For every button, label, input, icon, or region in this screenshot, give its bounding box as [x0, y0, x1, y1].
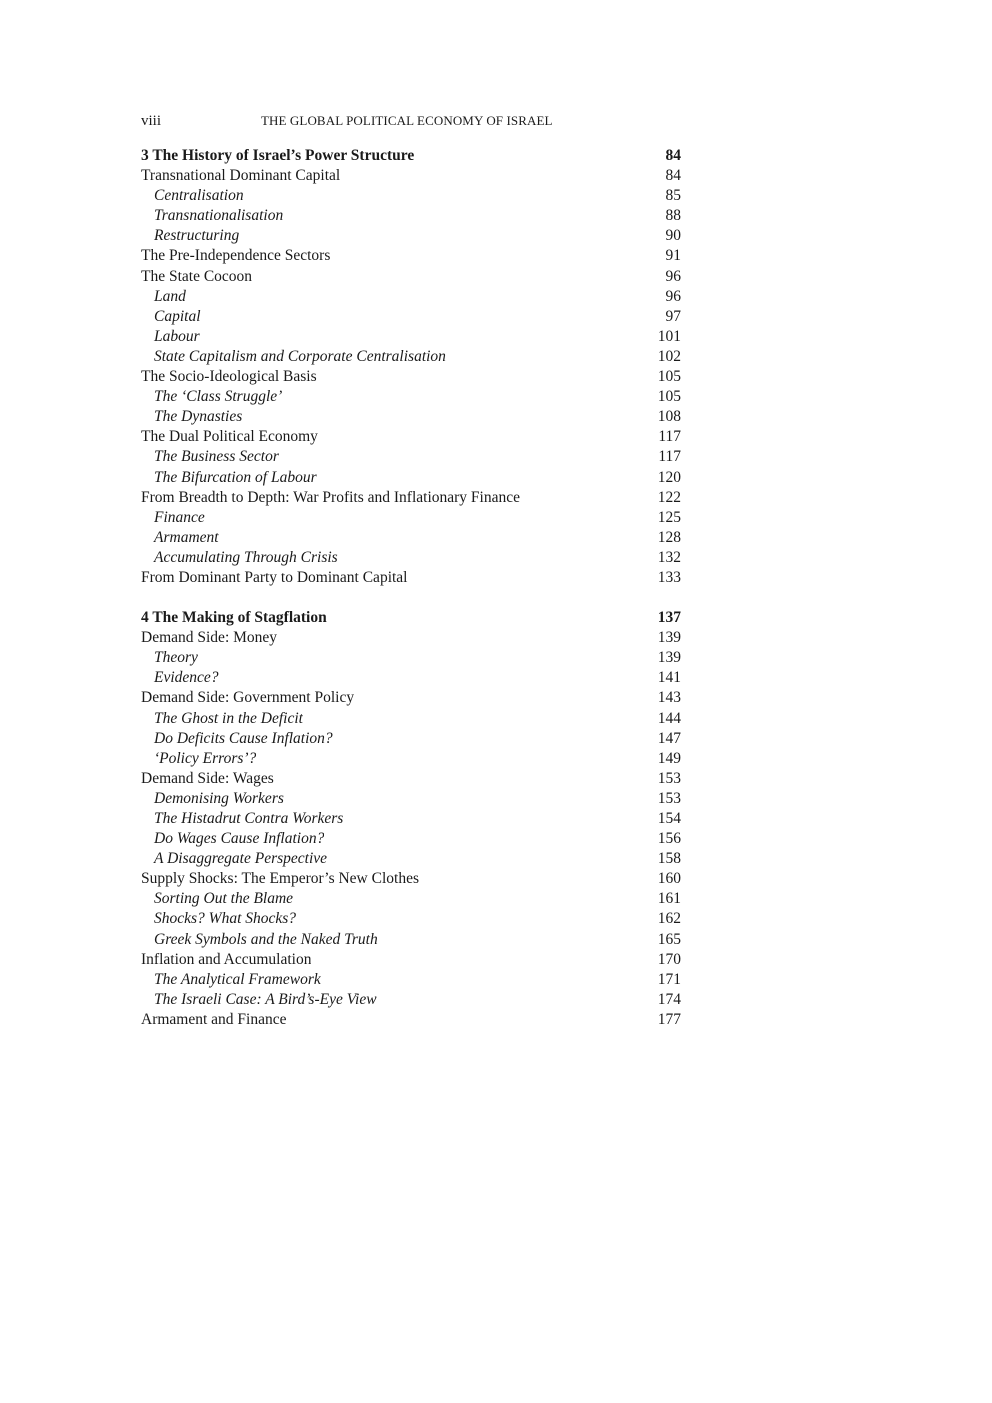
toc-entry-title: The Israeli Case: A Bird’s-Eye View	[154, 990, 377, 1008]
toc-entry-page: 117	[658, 448, 681, 466]
toc-section-entry	[141, 246, 681, 266]
toc-subsection-entry	[141, 749, 681, 769]
toc-entry-title: From Breadth to Depth: War Profits and Inflationary Finance	[141, 488, 520, 506]
toc-entry-page: 161	[657, 890, 681, 908]
toc-section-entry	[141, 1010, 681, 1030]
toc-entry-page: 139	[657, 649, 681, 667]
toc-entry-page: 171	[657, 970, 681, 988]
toc-entry-page: 177	[657, 1010, 681, 1028]
toc-entry-page: 133	[657, 568, 681, 586]
toc-entry-page: 153	[657, 789, 681, 807]
toc-subsection-entry	[141, 206, 681, 226]
toc-entry-title: Demand Side: Government Policy	[141, 689, 355, 707]
toc-subsection-entry	[141, 186, 681, 206]
toc-section-entry	[141, 869, 681, 889]
toc-entry-page: 122	[657, 488, 681, 506]
toc-subsection-entry	[141, 226, 681, 246]
toc-entry-title: 4 The Making of Stagflation	[141, 609, 327, 627]
toc-entry-page: 125	[657, 508, 681, 526]
toc-entry-page: 101	[657, 327, 681, 345]
toc-entry-title: Armament and Finance	[141, 1010, 287, 1028]
toc-subsection-entry	[141, 468, 681, 488]
toc-entry-title: The Pre-Independence Sectors	[141, 247, 331, 265]
toc-entry-title: State Capitalism and Corporate Centralisation	[154, 347, 446, 365]
toc-entry-page: 96	[665, 287, 681, 305]
toc-entry-page: 144	[657, 709, 681, 727]
toc-entry-title: Do Deficits Cause Inflation?	[154, 729, 333, 747]
toc-entry-page: 105	[657, 388, 681, 406]
toc-entry-page: 120	[657, 468, 681, 486]
toc-section-entry	[141, 568, 681, 588]
toc-entry-page: 153	[657, 769, 681, 787]
toc-entry-title: Sorting Out the Blame	[154, 890, 294, 908]
toc-section-entry	[141, 769, 681, 789]
toc-entry-page: 84	[665, 167, 681, 185]
toc-entry-page: 139	[657, 629, 681, 647]
toc-entry-page: 156	[657, 830, 681, 848]
toc-entry-title: The Histadrut Contra Workers	[154, 810, 344, 827]
toc-entry-title: Demonising Workers	[154, 789, 284, 807]
toc-section-entry	[141, 950, 681, 970]
toc-entry-title: Greek Symbols and the Naked Truth	[154, 930, 378, 948]
toc-entry-title: The Business Sector	[154, 448, 279, 466]
toc-entry-title: Centralisation	[154, 187, 244, 205]
toc-entry-page: 128	[657, 528, 681, 546]
page-number: viii	[141, 113, 162, 129]
toc-subsection-entry	[141, 930, 681, 950]
toc-entry-page: 149	[657, 749, 681, 767]
table-of-contents	[141, 146, 681, 1030]
toc-entry-title: The Ghost in the Deficit	[154, 709, 303, 727]
toc-entry-page: 165	[657, 930, 681, 948]
toc-entry-title: Shocks? What Shocks?	[154, 910, 297, 928]
toc-subsection-entry	[141, 970, 681, 990]
toc-subsection-entry	[141, 548, 681, 568]
toc-entry-page: 88	[665, 207, 681, 225]
toc-entry-title: Restructuring	[154, 227, 240, 245]
toc-section-entry	[141, 488, 681, 508]
toc-subsection-entry	[141, 648, 681, 668]
toc-entry-page: 97	[665, 307, 681, 325]
toc-subsection-entry	[141, 387, 681, 407]
toc-entry-page: 143	[657, 689, 681, 707]
toc-entry-title: Evidence?	[154, 669, 219, 687]
toc-entry-page: 105	[657, 368, 681, 386]
toc-entry-title: Inflation and Accumulation	[141, 950, 312, 968]
toc-subsection-entry	[141, 909, 681, 929]
toc-entry-page: 158	[657, 850, 681, 868]
toc-entry-page: 174	[657, 990, 681, 1008]
toc-entry-title: Armament	[154, 528, 219, 546]
toc-section-entry	[141, 166, 681, 186]
toc-entry-title: 3 The History of Israel’s Power Structure	[141, 147, 415, 164]
toc-entry-title: Land	[154, 287, 186, 305]
toc-chapter-section	[141, 608, 681, 1030]
toc-entry-title: Transnationalisation	[154, 207, 284, 225]
toc-entry-page: 90	[665, 227, 681, 245]
toc-entry-title: The Dynasties	[154, 408, 243, 426]
toc-entry-title: Labour	[154, 327, 200, 345]
toc-subsection-entry	[141, 447, 681, 467]
toc-subsection-entry	[141, 307, 681, 327]
toc-subsection-entry	[141, 990, 681, 1010]
toc-subsection-entry	[141, 528, 681, 548]
toc-subsection-entry	[141, 287, 681, 307]
toc-subsection-entry	[141, 327, 681, 347]
toc-entry-title: From Dominant Party to Dominant Capital	[141, 568, 408, 586]
toc-entry-page: 108	[657, 408, 681, 426]
toc-subsection-entry	[141, 407, 681, 427]
toc-subsection-entry	[141, 789, 681, 809]
toc-entry-page: 117	[658, 428, 681, 446]
toc-entry-title: Transnational Dominant Capital	[141, 167, 341, 185]
toc-section-entry	[141, 367, 681, 387]
toc-entry-page: 170	[657, 950, 681, 968]
toc-entry-title: Accumulating Through Crisis	[154, 548, 338, 566]
toc-chapter-section	[141, 146, 681, 588]
toc-entry-title: Demand Side: Money	[141, 629, 278, 647]
toc-chapter-heading	[141, 146, 681, 166]
toc-entry-title: The State Cocoon	[141, 267, 253, 285]
toc-subsection-entry	[141, 889, 681, 909]
toc-subsection-entry	[141, 668, 681, 688]
toc-entry-page: 160	[657, 870, 681, 888]
toc-subsection-entry	[141, 729, 681, 749]
running-head	[141, 111, 681, 131]
toc-entry-title: Demand Side: Wages	[141, 769, 274, 787]
toc-entry-title: ‘Policy Errors’?	[154, 749, 257, 767]
toc-subsection-entry	[141, 829, 681, 849]
toc-subsection-entry	[141, 508, 681, 528]
toc-entry-title: Finance	[154, 508, 205, 526]
toc-entry-title: A Disaggregate Perspective	[154, 850, 328, 868]
toc-entry-page: 91	[665, 247, 681, 265]
toc-entry-title: The Socio-Ideological Basis	[141, 368, 317, 386]
toc-subsection-entry	[141, 809, 681, 829]
toc-entry-title: Capital	[154, 307, 201, 325]
toc-subsection-entry	[141, 709, 681, 729]
toc-entry-page: 137	[657, 609, 681, 627]
toc-section-entry	[141, 427, 681, 447]
toc-entry-page: 147	[657, 729, 681, 747]
toc-subsection-entry	[141, 347, 681, 367]
toc-entry-title: The ‘Class Struggle’	[154, 388, 283, 406]
toc-entry-page: 132	[657, 548, 681, 566]
toc-entry-title: Do Wages Cause Inflation?	[154, 830, 325, 848]
toc-entry-page: 84	[665, 147, 681, 164]
toc-section-entry	[141, 267, 681, 287]
toc-entry-title: The Bifurcation of Labour	[154, 468, 317, 486]
toc-entry-page: 85	[665, 187, 681, 205]
toc-entry-title: Theory	[154, 649, 198, 667]
toc-entry-page: 96	[665, 267, 681, 285]
toc-subsection-entry	[141, 849, 681, 869]
book-title: THE GLOBAL POLITICAL ECONOMY OF ISRAEL	[261, 113, 553, 128]
toc-entry-page: 154	[657, 810, 681, 827]
toc-entry-page: 102	[657, 347, 681, 365]
toc-section-entry	[141, 688, 681, 708]
toc-entry-title: Supply Shocks: The Emperor’s New Clothes	[141, 870, 419, 888]
toc-chapter-heading	[141, 608, 681, 628]
toc-entry-page: 162	[657, 910, 681, 928]
toc-section-entry	[141, 628, 681, 648]
toc-entry-title: The Dual Political Economy	[141, 428, 318, 446]
toc-entry-title: The Analytical Framework	[154, 970, 321, 988]
toc-entry-page: 141	[657, 669, 681, 687]
